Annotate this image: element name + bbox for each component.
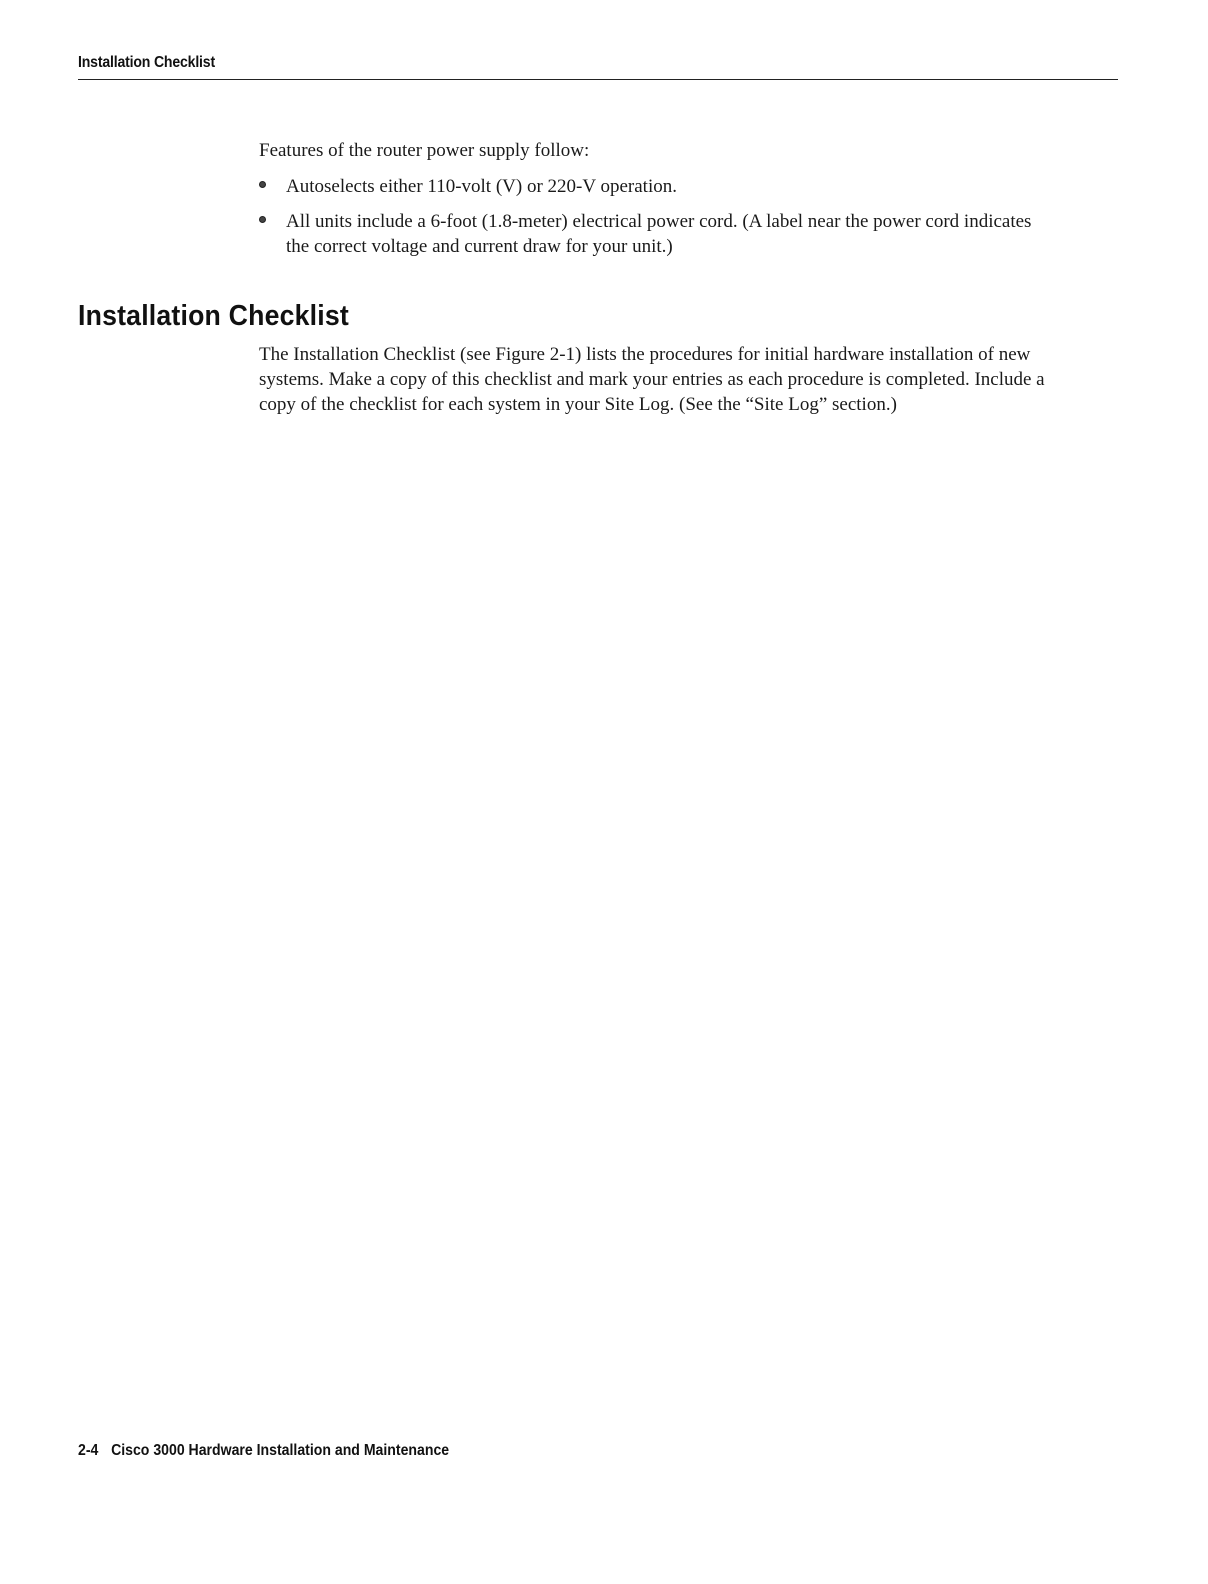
bullet-icon [259,181,266,188]
power-supply-intro: Features of the router power supply follow: [259,140,590,161]
section-body: The Installation Checklist (see Figure 2-1) lists the procedures for initial hardware installation of new systems. Make a copy of this checklist and mark your entries as each procedure is completed. Include a copy of the checklist for each system in your Site Log. (See the “Site Log” section.) [259,344,1045,415]
list-item-text: Autoselects either 110-volt (V) or 220-V operation. [286,176,677,197]
bullet-icon [259,216,266,223]
page-number: 2-4 [78,1442,99,1459]
list-item-text: All units include a 6-foot (1.8-meter) electrical power cord. (A label near the power cord indicates the correct voltage and current draw for your unit.) [286,211,1032,257]
running-header: Installation Checklist [78,54,215,71]
book-title: Cisco 3000 Hardware Installation and Maintenance [111,1442,450,1459]
list-item [259,209,1059,259]
section-heading: Installation Checklist [78,300,349,332]
page-footer [78,1442,449,1460]
list-item [259,174,1059,199]
power-supply-feature-list [259,174,1059,269]
header-rule [78,79,1118,80]
